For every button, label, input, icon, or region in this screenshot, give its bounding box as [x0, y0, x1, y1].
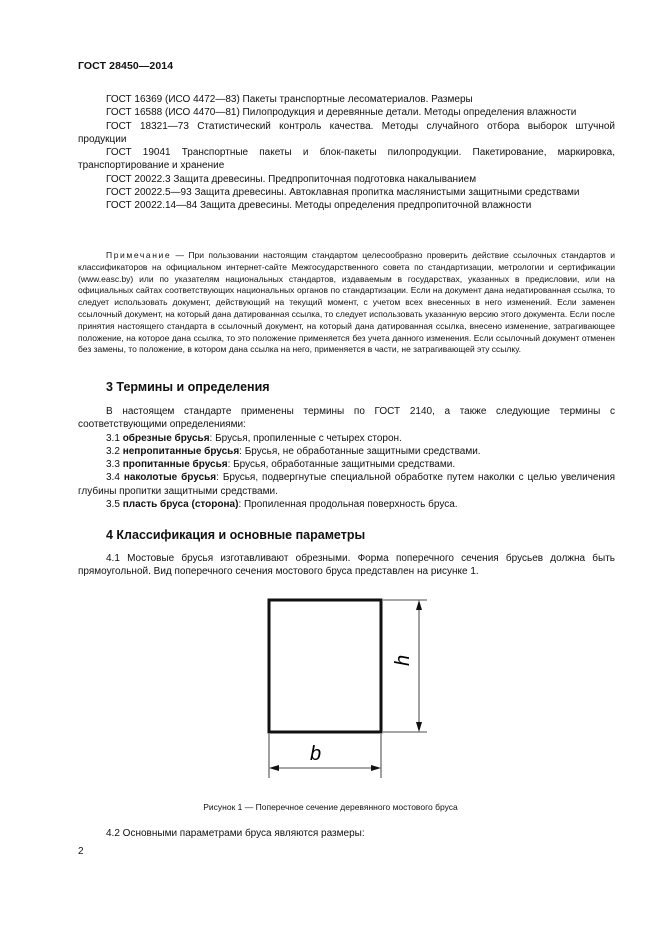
- note-label: Примечание: [106, 250, 172, 260]
- reference-item: ГОСТ 20022.5—93 Защита древесины. Автоклавная пропитка маслянистыми защитными средствами: [106, 187, 580, 199]
- section-4-body: [78, 552, 615, 579]
- section-3-heading: 3 Термины и определения: [106, 380, 270, 394]
- references-list: [78, 93, 615, 213]
- reference-item: ГОСТ 20022.3 Защита древесины. Предпропиточная подготовка накалыванием: [106, 173, 477, 185]
- document-header: ГОСТ 28450—2014: [78, 60, 174, 72]
- paragraph-4-1: 4.1 Мостовые брусья изготавливают обрезными. Форма поперечного сечения брусьев должна быть прямоугольной. Вид поперечного сечения мостового бруса представлен на рисунке 1.: [78, 553, 615, 578]
- term-number: 3.4: [106, 472, 120, 484]
- term-number: 3.2: [106, 445, 120, 457]
- term-def: : Брусья, не обработанные защитными средствами.: [239, 445, 481, 457]
- term-def: : Брусья, пропиленные с четырех сторон.: [209, 432, 402, 444]
- arrow-head-icon: [416, 600, 422, 610]
- term-number: 3.5: [106, 499, 120, 511]
- beam-cross-section: [269, 600, 381, 732]
- width-label: b: [310, 743, 322, 765]
- arrow-head-icon: [416, 722, 422, 732]
- reference-item: ГОСТ 20022.14—84 Защита древесины. Методы определения предпропиточной влажности: [106, 200, 532, 212]
- term-number: 3.1: [106, 432, 120, 444]
- term-definition: [78, 458, 615, 471]
- term-definition: [78, 445, 615, 458]
- reference-item: ГОСТ 16369 (ИСО 4472—83) Пакеты транспортные лесоматериалов. Размеры: [106, 94, 473, 105]
- section-4-heading: 4 Классификация и основные параметры: [106, 528, 366, 542]
- arrow-head-icon: [371, 765, 381, 771]
- term-def: : Брусья, обработанные защитными средствами.: [227, 459, 456, 471]
- figure-caption: Рисунок 1 — Поперечное сечение деревянного мостового бруса: [203, 802, 458, 812]
- reference-item: ГОСТ 16588 (ИСО 4470—81) Пилопродукция и деревянные детали. Методы определения влажности: [106, 107, 577, 119]
- term-name: пропитанные брусья: [122, 459, 228, 471]
- term-def: : Брусья, подвергнутые специальной обработке путем наколки с целью увеличения глубины пропитки защитными средствами.: [78, 472, 615, 497]
- page-number: 2: [78, 846, 84, 857]
- reference-item: ГОСТ 18321—73 Статистический контроль качества. Методы случайного отбора выборок штучной продукции: [78, 120, 615, 145]
- term-name: пласть бруса (сторона): [122, 499, 239, 511]
- term-number: 3.3: [106, 459, 120, 471]
- term-def: : Пропиленная продольная поверхность бруса.: [238, 499, 458, 511]
- term-name: обрезные брусья: [122, 432, 210, 444]
- term-definition: [78, 432, 615, 445]
- note-paragraph: [78, 250, 615, 356]
- height-label: h: [392, 654, 414, 666]
- term-name: наколотые брусья: [123, 472, 217, 484]
- section-3-intro: В настоящем стандарте применены термины по ГОСТ 2140, а также следующие термины с соответствующими определениями:: [78, 406, 615, 431]
- arrow-head-icon: [269, 765, 279, 771]
- section-3-body: [78, 405, 615, 511]
- cross-section-figure: [255, 590, 435, 780]
- note-text: — При пользовании настоящим стандартом целесообразно проверить действие ссылочных стандартов и классификаторов на официальном интернет-сайте Межгосударственного совета по стандартизации, метрологии и сертификации (www.easc.by) или по указателям национальных стандартов, издаваемым в государствах, указанных в предисловии, или на официальных сайтах соответствующих национальных органов по стандартизации. Если на документ дана недатированная ссылка, то следует использовать документ, действующий на текущий момент, с учетом всех внесенных в него изменений. Если заменен ссылочный документ, на который дана датированная ссылка, то следует использовать указанную версию этого документа. Если после принятия настоящего стандарта в ссылочный документ, на который дана датированная ссылка, внесено изменение, затрагивающее положение, на которое дана ссылка, то это положение применяется без учета данного изменения. Если ссылочный документ отменен без замены, то положение, в котором дана ссылка на него, применяется в части, не затрагивающей эту ссылку.: [78, 250, 615, 355]
- paragraph-4-2: 4.2 Основными параметрами бруса являются размеры:: [106, 828, 365, 839]
- reference-item: ГОСТ 19041 Транспортные пакеты и блок-пакеты пилопродукции. Пакетирование, маркировка, транспортирование и хранение: [78, 147, 615, 172]
- term-name: непропитанные брусья: [122, 445, 240, 457]
- term-definition: [78, 471, 615, 498]
- term-definition: [78, 498, 615, 511]
